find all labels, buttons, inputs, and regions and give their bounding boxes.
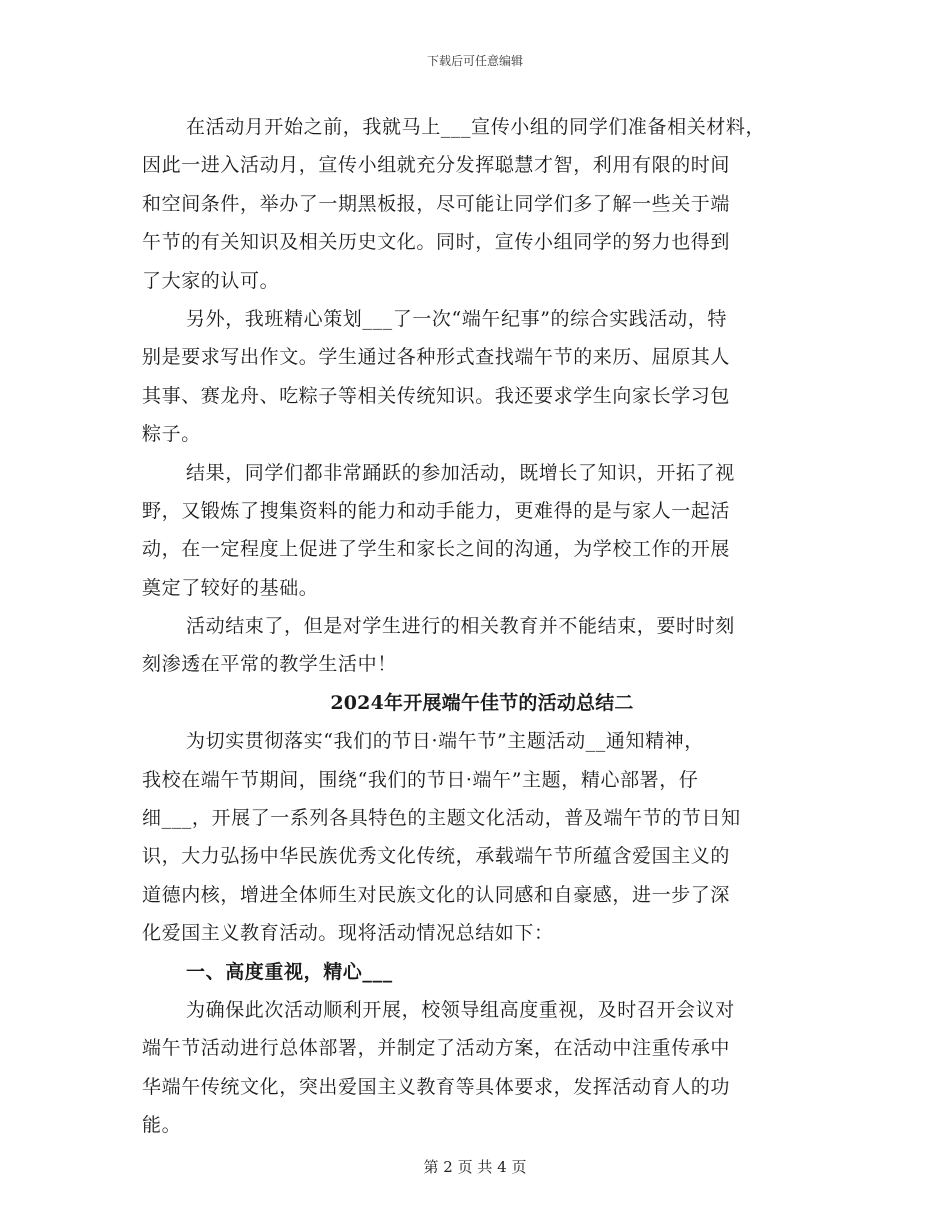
paragraph-line: 其事、赛龙舟、吃粽子等相关传统知识。我还要求学生向家长学习包 bbox=[142, 384, 731, 407]
paragraph-line: 了大家的认可。 bbox=[142, 269, 280, 292]
paragraph-line: 奠定了较好的基础。 bbox=[142, 576, 319, 599]
paragraph-line: 能。 bbox=[142, 1114, 182, 1137]
document-body bbox=[142, 108, 822, 1145]
paragraph-line: 华端午传统文化，突出爱国主义教育等具体要求，发挥活动育人的功 bbox=[142, 1075, 731, 1098]
paragraph-line: 别是要求写出作文。学生通过各种形式查找端午节的来历、屈原其人 bbox=[142, 346, 731, 369]
page-header: 下载后可任意编辑 bbox=[426, 54, 523, 68]
paragraph-line: 活动结束了，但是对学生进行的相关教育并不能结束，要时时刻 bbox=[186, 615, 735, 638]
paragraph-line: 因此一进入活动月，宣传小组就充分发挥聪慧才智，利用有限的时间 bbox=[142, 154, 731, 177]
paragraph-line: 和空间条件，举办了一期黑板报，尽可能让同学们多了解一些关于端 bbox=[142, 192, 731, 215]
paragraph-line: 动，在一定程度上促进了学生和家长之间的沟通，为学校工作的开展 bbox=[142, 538, 731, 561]
paragraph-line: 细___，开展了一系列各具特色的主题文化活动，普及端午节的节日知 bbox=[142, 807, 741, 830]
paragraph-line: 野，又锻炼了搜集资料的能力和动手能力，更难得的是与家人一起活 bbox=[142, 499, 731, 522]
subsection-heading: 一、高度重视，精心___ bbox=[186, 960, 393, 983]
paragraph-line: 刻渗透在平常的教学生活中！ bbox=[142, 653, 397, 676]
paragraph-line: 识，大力弘扬中华民族优秀文化传统，承载端午节所蕴含爱国主义的 bbox=[142, 845, 731, 868]
paragraph-line: 结果，同学们都非常踊跃的参加活动，既增长了知识，开拓了视 bbox=[186, 461, 735, 484]
paragraph-line: 午节的有关知识及相关历史文化。同时，宣传小组同学的努力也得到 bbox=[142, 231, 731, 254]
section-title: 2024年开展端午佳节的活动总结二 bbox=[330, 691, 634, 714]
paragraph-line: 另外，我班精心策划___了一次“端午纪事”的综合实践活动，特 bbox=[186, 307, 727, 330]
paragraph-line: 化爱国主义教育活动。现将活动情况总结如下： bbox=[142, 922, 554, 945]
paragraph-line: 为确保此次活动顺利开展，校领导组高度重视，及时召开会议对 bbox=[186, 998, 735, 1021]
paragraph-line: 粽子。 bbox=[142, 423, 201, 446]
paragraph-line: 在活动月开始之前，我就马上___宣传小组的同学们准备相关材料， bbox=[186, 116, 766, 138]
paragraph-line: 我校在端午节期间，围绕“我们的节日·端午”主题，精心部署，仔 bbox=[142, 768, 699, 791]
paragraph-line: 为切实贯彻落实“我们的节日·端午节”主题活动__通知精神， bbox=[186, 730, 704, 753]
paragraph-line: 道德内核，增进全体师生对民族文化的认同感和自豪感，进一步了深 bbox=[142, 883, 731, 906]
paragraph-line: 端午节活动进行总体部署，并制定了活动方案，在活动中注重传承中 bbox=[142, 1037, 731, 1060]
page-number: 第 2 页 共 4 页 bbox=[423, 1158, 527, 1176]
